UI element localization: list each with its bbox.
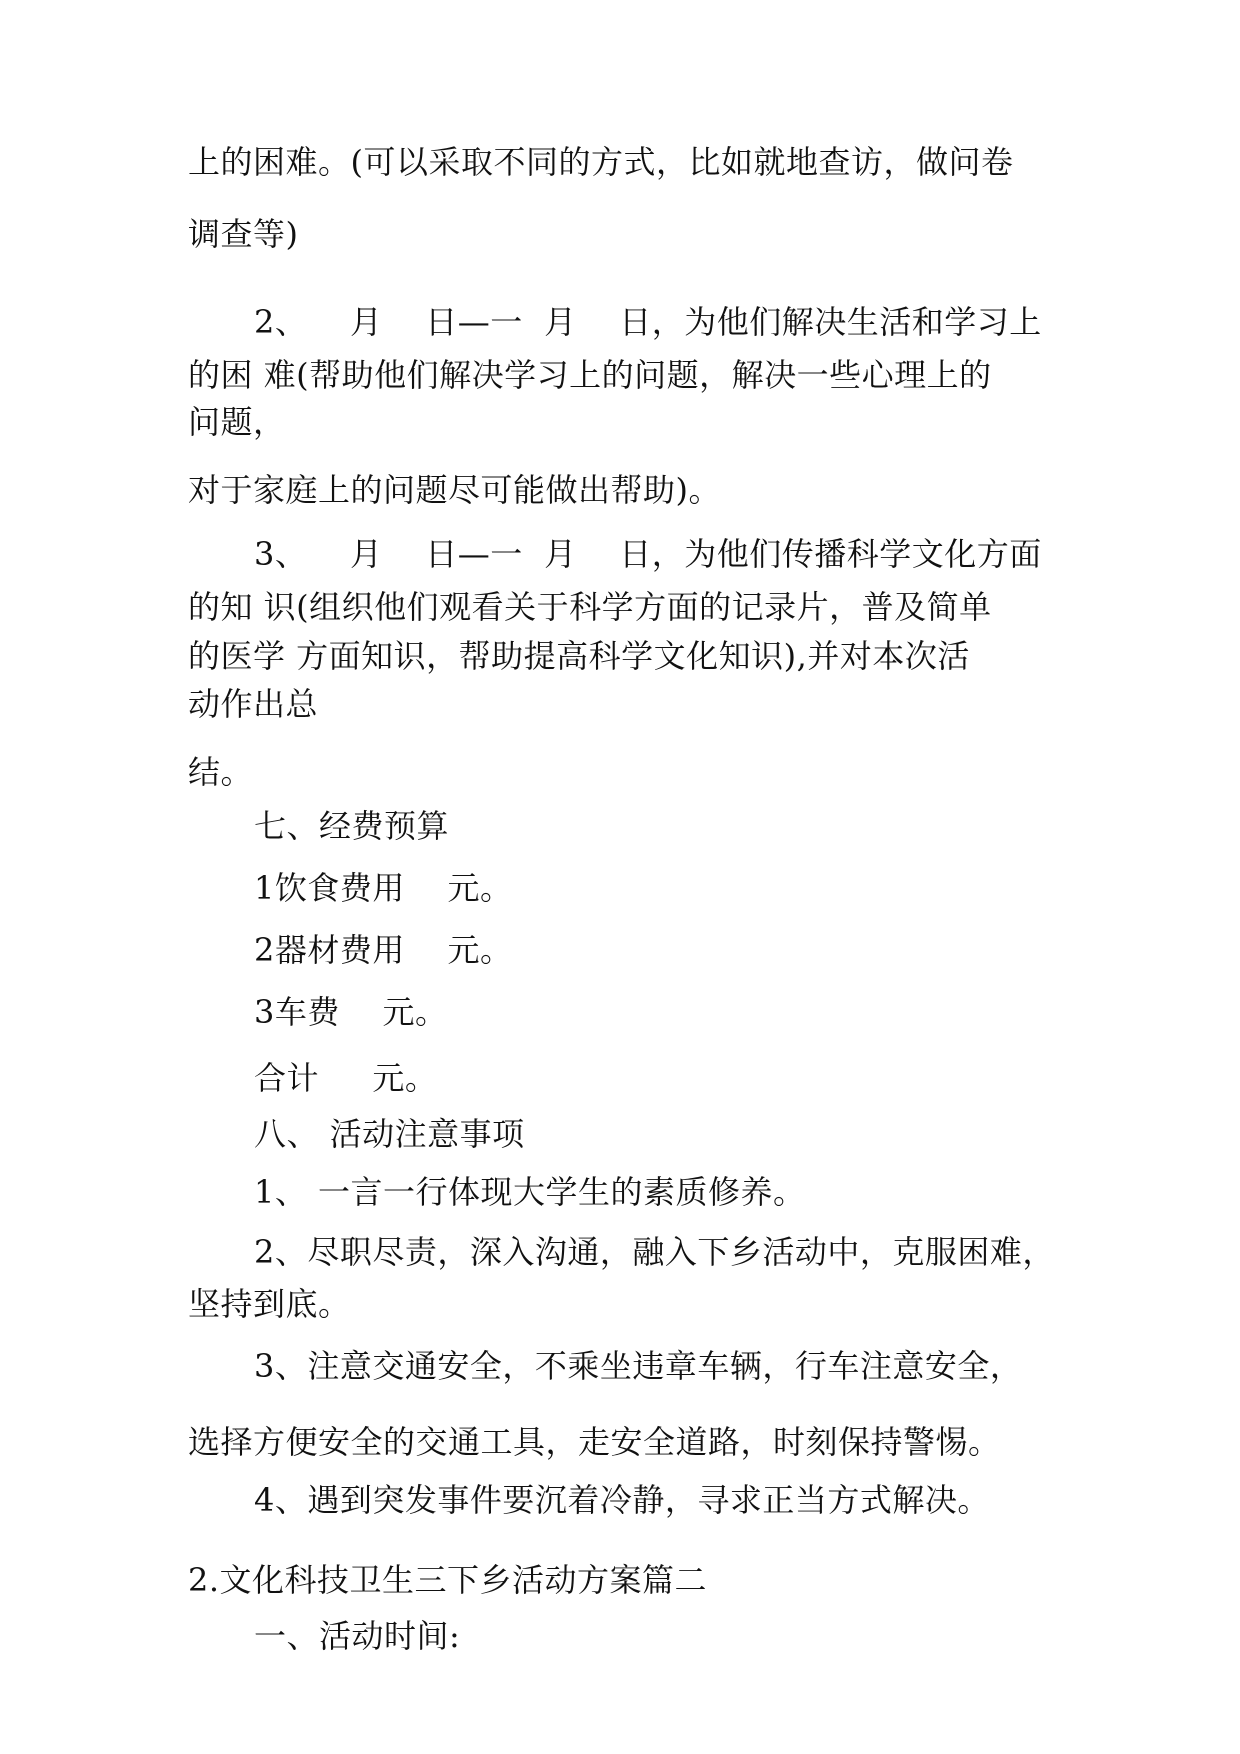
- text-line: 上的困难。(可以采取不同的方式，比如就地查访，做问卷: [188, 143, 1014, 181]
- article-title: 2.文化科技卫生三下乡活动方案篇二: [188, 1561, 708, 1599]
- section-heading: 七、经费预算: [254, 807, 450, 845]
- text-line: 对于家庭上的问题尽可能做出帮助)。: [188, 471, 721, 509]
- text-line: 1、 一言一行体现大学生的素质修养。: [254, 1173, 806, 1211]
- budget-total: 合计 元。: [254, 1059, 438, 1097]
- text-line: 的困 难(帮助他们解决学习上的问题，解决一些心理上的: [188, 356, 992, 394]
- section-heading: 八、 活动注意事项: [254, 1115, 525, 1153]
- text-line: 2、 月 日—一 月 日，为他们解决生活和学习上: [254, 303, 1042, 341]
- text-line: 3、 月 日—一 月 日，为他们传播科学文化方面: [254, 535, 1042, 573]
- text-line: 动作出总: [188, 685, 319, 723]
- text-line: 坚持到底。: [188, 1285, 351, 1323]
- budget-item: 3车费 元。: [254, 993, 448, 1031]
- text-line: 2、尽职尽责，深入沟通，融入下乡活动中，克服困难，: [254, 1233, 1055, 1271]
- budget-item: 1饮食费用 元。: [254, 869, 513, 907]
- section-heading: 一、活动时间:: [254, 1617, 461, 1655]
- text-line: 的医学 方面知识，帮助提高科学文化知识),并对本次活: [188, 637, 970, 675]
- text-line: 调查等): [188, 215, 299, 253]
- text-line: 4、遇到突发事件要沉着冷静，寻求正当方式解决。: [254, 1481, 990, 1519]
- text-line: 问题，: [188, 403, 286, 441]
- text-line: 结。: [188, 753, 254, 791]
- text-line: 3、注意交通安全，不乘坐违章车辆，行车注意安全，: [254, 1347, 1023, 1385]
- budget-item: 2器材费用 元。: [254, 931, 513, 969]
- text-line: 选择方便安全的交通工具，走安全道路，时刻保持警惕。: [188, 1423, 1001, 1461]
- text-line: 的知 识(组织他们观看关于科学方面的记录片，普及简单: [188, 588, 992, 626]
